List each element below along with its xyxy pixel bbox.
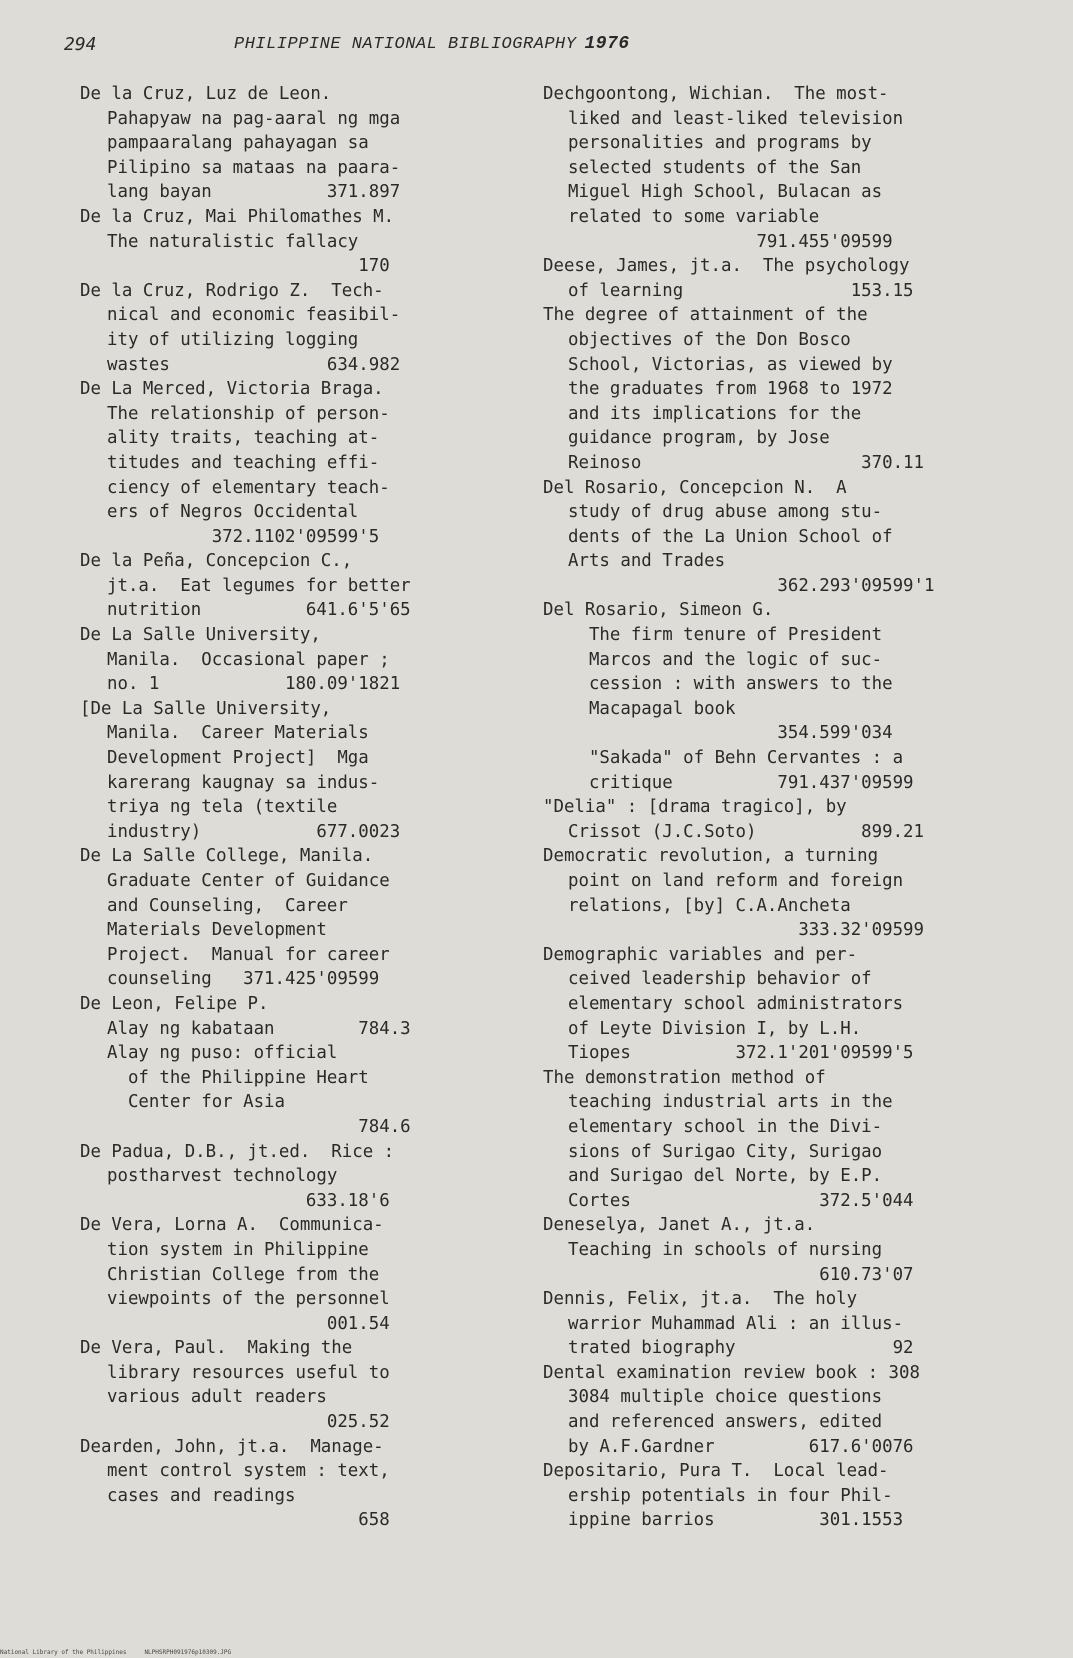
entry-line: 610.73'07 xyxy=(568,1264,914,1285)
entry-line: School, Victorias, as viewed by xyxy=(568,354,893,375)
entry-line: Materials Development xyxy=(107,920,327,941)
entry-line: 3084 multiple choice questions xyxy=(568,1387,883,1408)
entry-heading-line: The degree of attainment of the xyxy=(543,305,868,326)
entry-line: by A.F.Gardner 617.6'0076 xyxy=(568,1436,914,1457)
entry-line: ippine barrios 301.1553 xyxy=(568,1510,904,1531)
running-title-text: PHILIPPINE NATIONAL BIBLIOGRAPHY xyxy=(234,35,577,54)
entry-line: Graduate Center of Guidance xyxy=(107,871,390,891)
bibliography-entry xyxy=(543,1066,975,1214)
entry-line: wastes 634.982 xyxy=(107,354,401,375)
entry-line: and its implications for the xyxy=(568,403,862,424)
entry-line: ciency of elementary teach- xyxy=(107,477,390,498)
bibliography-entry xyxy=(543,1213,975,1287)
entry-line: ment control system : text, xyxy=(107,1461,390,1482)
entry-line: 025.52 xyxy=(107,1412,390,1433)
bibliography-entry xyxy=(543,1459,975,1533)
entry-line: ers of Negros Occidental xyxy=(107,502,359,523)
entry-heading-line: De La Merced, Victoria Braga. xyxy=(80,379,384,400)
entry-heading-line: [De La Salle University, xyxy=(80,698,332,719)
entry-line: 372.1102'09599'5 xyxy=(107,526,380,547)
entry-line: study of drug abuse among stu- xyxy=(568,502,883,523)
entry-line: Reinoso 370.11 xyxy=(568,452,924,473)
bibliography-entry xyxy=(80,697,450,845)
entry-line: cases and readings xyxy=(107,1485,296,1506)
entry-line: Alay ng kabataan 784.3 xyxy=(107,1018,411,1039)
entry-line: The naturalistic fallacy xyxy=(107,231,359,252)
entry-line: objectives of the Don Bosco xyxy=(568,329,851,350)
entry-line: Marcos and the logic of suc- xyxy=(568,649,883,670)
right-column xyxy=(543,82,975,1533)
entry-line: Pilipino sa mataas na paara- xyxy=(107,157,401,178)
entry-line: 333.32'09599 xyxy=(568,920,924,941)
entry-line: 362.293'09599'1 xyxy=(568,575,935,596)
entry-line: of learning 153.15 xyxy=(568,280,914,301)
entry-line: pampaaralang pahayagan sa xyxy=(107,133,369,154)
entry-line: warrior Muhammad Ali : an illus- xyxy=(568,1313,904,1334)
footer-source: National Library of the Philippines xyxy=(0,1649,127,1656)
entry-line: karerang kaugnay sa indus- xyxy=(107,772,380,793)
entry-heading-line: De Padua, D.B., jt.ed. Rice : xyxy=(80,1141,395,1162)
bibliography-entry xyxy=(543,844,975,942)
entry-heading-line: Deneselya, Janet A., jt.a. xyxy=(543,1215,816,1236)
entry-heading-line: De La Salle University, xyxy=(80,625,321,646)
entry-heading-line: De Leon, Felipe P. xyxy=(80,993,269,1014)
entry-line: Center for Asia xyxy=(107,1092,285,1113)
bibliography-entry xyxy=(80,549,450,623)
entry-line: The relationship of person- xyxy=(107,403,390,424)
entry-line: Macapagal book xyxy=(568,698,736,719)
entry-line: selected students of the San xyxy=(568,157,862,178)
bibliography-entry xyxy=(543,254,975,303)
entry-line: of Leyte Division I, by L.H. xyxy=(568,1018,862,1039)
page-number: 294 xyxy=(64,34,97,55)
entry-line: nical and economic feasibil- xyxy=(107,305,401,326)
entry-heading-line: The demonstration method of xyxy=(543,1067,826,1088)
entry-line: trated biography 92 xyxy=(568,1338,914,1359)
entry-line: ceived leadership behavior of xyxy=(568,969,872,990)
entry-heading-line: De la Peña, Concepcion C., xyxy=(80,551,353,572)
entry-line: viewpoints of the personnel xyxy=(107,1289,390,1310)
entry-line: lang bayan 371.897 xyxy=(107,182,401,203)
bibliography-entry xyxy=(80,1336,450,1434)
entry-line: 633.18'6 xyxy=(107,1190,390,1211)
entry-line: titudes and teaching effi- xyxy=(107,452,380,473)
entry-line: Alay ng puso: official xyxy=(107,1043,338,1064)
bibliography-entry xyxy=(543,943,975,1066)
entry-line: cession : with answers to the xyxy=(568,674,893,695)
entry-heading-line: De Vera, Paul. Making the xyxy=(80,1338,353,1359)
entry-line: guidance program, by Jose xyxy=(568,428,830,449)
entry-line: jt.a. Eat legumes for better xyxy=(107,575,411,596)
entry-heading-line: Demographic variables and per- xyxy=(543,944,858,965)
entry-line: Tiopes 372.1'201'09599'5 xyxy=(568,1043,914,1064)
entry-line: Manila. Career Materials xyxy=(107,723,369,744)
left-column xyxy=(80,82,450,1533)
entry-line: teaching industrial arts in the xyxy=(568,1092,893,1113)
entry-heading-line: De la Cruz, Mai Philomathes M. xyxy=(80,206,395,227)
entry-line: ality traits, teaching at- xyxy=(107,428,380,449)
bibliography-entry xyxy=(543,476,975,599)
entry-heading-line: De Vera, Lorna A. Communica- xyxy=(80,1215,384,1236)
entry-line: The firm tenure of President xyxy=(568,625,883,646)
entry-line: sions of Surigao City, Surigao xyxy=(568,1141,883,1162)
entry-line: elementary school in the Divi- xyxy=(568,1116,883,1137)
bibliography-entry xyxy=(80,82,450,205)
bibliography-entry xyxy=(80,623,450,697)
entry-line: and Surigao del Norte, by E.P. xyxy=(568,1166,883,1187)
entry-line: Manila. Occasional paper ; xyxy=(107,649,390,670)
entry-line: library resources useful to xyxy=(107,1362,390,1383)
entry-line: tion system in Philippine xyxy=(107,1239,369,1260)
bibliography-entry xyxy=(543,82,975,254)
entry-line: ity of utilizing logging xyxy=(107,329,359,350)
bibliography-entry xyxy=(80,992,450,1140)
entry-heading-line: Democratic revolution, a turning xyxy=(543,846,879,867)
entry-line: and Counseling, Career xyxy=(107,895,348,916)
entry-line: dents of the La Union School of xyxy=(568,526,893,547)
entry-line: counseling 371.425'09599 xyxy=(107,969,380,990)
entry-line: liked and least-liked television xyxy=(568,108,904,129)
entry-line: personalities and programs by xyxy=(568,133,872,154)
entry-line: Project. Manual for career xyxy=(107,944,390,965)
entry-line: relations, [by] C.A.Ancheta xyxy=(568,895,851,916)
entry-line: postharvest technology xyxy=(107,1166,338,1187)
entry-heading-line: Dental examination review book : 308 xyxy=(543,1362,920,1383)
entry-line: the graduates from 1968 to 1972 xyxy=(568,379,893,400)
entry-heading-line: Del Rosario, Concepcion N. A xyxy=(543,477,847,498)
entry-line: Teaching in schools of nursing xyxy=(568,1239,883,1260)
footer-filename: NLPHSRPH091976p10309.JPG xyxy=(144,1649,232,1656)
running-title xyxy=(234,34,630,54)
bibliography-entry xyxy=(543,303,975,475)
entry-line: ership potentials in four Phil- xyxy=(568,1485,893,1506)
entry-heading-line: Del Rosario, Simeon G. xyxy=(543,600,774,621)
bibliography-entry xyxy=(80,844,450,992)
entry-line: 354.599'034 xyxy=(568,723,893,744)
entry-line: Development Project] Mga xyxy=(107,748,369,769)
entry-line: industry) 677.0023 xyxy=(107,821,401,842)
entry-line: Miguel High School, Bulacan as xyxy=(568,182,883,203)
page-header xyxy=(64,34,1004,64)
running-title-year: 1976 xyxy=(584,34,630,54)
entry-heading-line: Dearden, John, jt.a. Manage- xyxy=(80,1436,384,1457)
bibliography-entry xyxy=(80,1213,450,1336)
entry-heading-line: Deese, James, jt.a. The psychology xyxy=(543,256,910,277)
entry-line: 658 xyxy=(107,1510,390,1531)
bibliography-entry xyxy=(80,1435,450,1533)
bibliography-entry xyxy=(543,598,975,795)
bibliography-entry xyxy=(80,279,450,377)
entry-heading-line: Depositario, Pura T. Local lead- xyxy=(543,1461,889,1482)
entry-line: of the Philippine Heart xyxy=(107,1067,369,1088)
entry-heading-line: Dennis, Felix, jt.a. The holy xyxy=(543,1289,858,1310)
entry-line: related to some variable xyxy=(568,206,820,227)
bibliography-entry xyxy=(80,205,450,279)
entry-line: various adult readers xyxy=(107,1387,327,1408)
entry-line: nutrition 641.6'5'65 xyxy=(107,600,411,621)
bibliography-entry xyxy=(80,377,450,549)
entry-heading-line: De la Cruz, Luz de Leon. xyxy=(80,84,332,104)
entry-line: 001.54 xyxy=(107,1313,390,1334)
entry-line: Pahapyaw na pag-aaral ng mga xyxy=(107,108,401,129)
entry-line: no. 1 180.09'1821 xyxy=(107,674,401,695)
bibliography-entry xyxy=(543,1361,975,1459)
entry-line: 170 xyxy=(107,256,390,277)
entry-heading-line: "Delia" : [drama tragico], by xyxy=(543,797,847,818)
entry-line: "Sakada" of Behn Cervantes : a xyxy=(568,748,904,769)
entry-line: and referenced answers, edited xyxy=(568,1412,883,1433)
entry-line: Christian College from the xyxy=(107,1264,380,1285)
entry-line: point on land reform and foreign xyxy=(568,871,904,891)
entry-line: triya ng tela (textile xyxy=(107,797,338,818)
entry-heading-line: De La Salle College, Manila. xyxy=(80,846,374,867)
entry-line: elementary school administrators xyxy=(568,993,904,1014)
entry-line: 784.6 xyxy=(107,1116,411,1137)
bibliography-entry xyxy=(80,1140,450,1214)
entry-line: Crissot (J.C.Soto) 899.21 xyxy=(568,821,924,842)
entry-line: critique 791.437'09599 xyxy=(568,772,914,793)
page-footer xyxy=(0,1649,1073,1656)
entry-line: Cortes 372.5'044 xyxy=(568,1190,914,1211)
entry-line: 791.455'09599 xyxy=(568,231,893,252)
bibliography-entry xyxy=(543,795,975,844)
entry-heading-line: Dechgoontong, Wichian. The most- xyxy=(543,84,889,104)
bibliography-entry xyxy=(543,1287,975,1361)
entry-line: Arts and Trades xyxy=(568,551,726,572)
entry-heading-line: De la Cruz, Rodrigo Z. Tech- xyxy=(80,280,384,301)
